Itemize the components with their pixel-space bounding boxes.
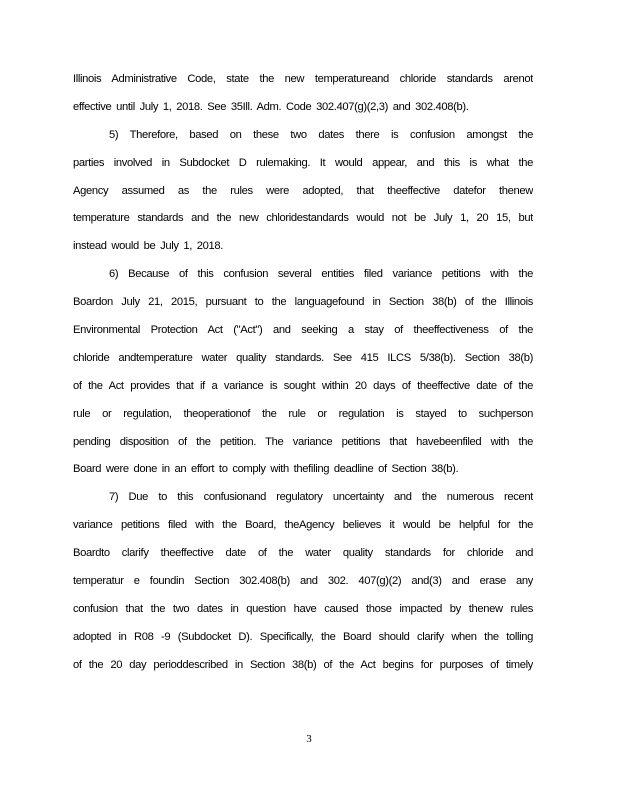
text-line: temperature standards and the new chloridestandards would not be July 1, 20 15, but: [73, 212, 533, 225]
text-line: Boardto clarify theeffective date of the water quality standards for chloride and: [73, 547, 533, 560]
text-line: confusion that the two dates in question have caused those impacted by thenew rules: [73, 602, 533, 615]
text-line: Boardon July 21, 2015, pursuant to the languagefound in Section 38(b) of the Illinois: [73, 296, 533, 309]
text-line: adopted in R08 -9 (Subdocket D). Specifically, the Board should clarify when the tolling: [73, 630, 533, 643]
text-line: rule or regulation, theoperationof the rule or regulation is stayed to suchperson: [73, 407, 533, 420]
paragraph-6-start: 6) Because of this confusion several entities filed variance petitions with the: [109, 268, 533, 281]
body-text: [73, 68, 533, 682]
text-line: instead would be July 1, 2018.: [73, 240, 224, 253]
text-line: of the 20 day perioddescribed in Section 38(b) of the Act begins for purposes of timely: [73, 658, 533, 671]
paragraph-5-start: 5) Therefore, based on these two dates there is confusion amongst the: [109, 128, 533, 141]
text-line: temperatur e foundin Section 302.408(b) and 302. 407(g)(2) and(3) and erase any: [73, 575, 533, 588]
text-line: Agency assumed as the rules were adopted, that theeffective datefor thenew: [73, 184, 533, 197]
page-number: 3: [306, 733, 312, 745]
text-line: variance petitions filed with the Board, theAgency believes it would be helpful for the: [73, 519, 533, 532]
text-line: of the Act provides that if a variance is sought within 20 days of theeffective date of the: [73, 379, 533, 392]
text-line: pending disposition of the petition. The variance petitions that havebeenfiled with the: [73, 435, 533, 448]
text-line: chloride andtemperature water quality standards. See 415 ILCS 5/38(b). Section 38(b): [73, 351, 533, 364]
text-line: Board were done in an effort to comply with thefiling deadline of Section 38(b).: [73, 463, 459, 476]
text-line: Illinois Administrative Code, state the new temperatureand chloride standards arenot: [73, 73, 533, 85]
text-line: Environmental Protection Act ("Act") and seeking a stay of theeffectiveness of the: [73, 324, 533, 337]
text-line: parties involved in Subdocket D rulemaking. It would appear, and this is what the: [73, 156, 533, 169]
paragraph-7-start: 7) Due to this confusionand regulatory uncertainty and the numerous recent: [109, 491, 533, 504]
text-line: effective until July 1, 2018. See 35Ill. Adm. Code 302.407(g)(2,3) and 302.408(b).: [73, 100, 469, 113]
